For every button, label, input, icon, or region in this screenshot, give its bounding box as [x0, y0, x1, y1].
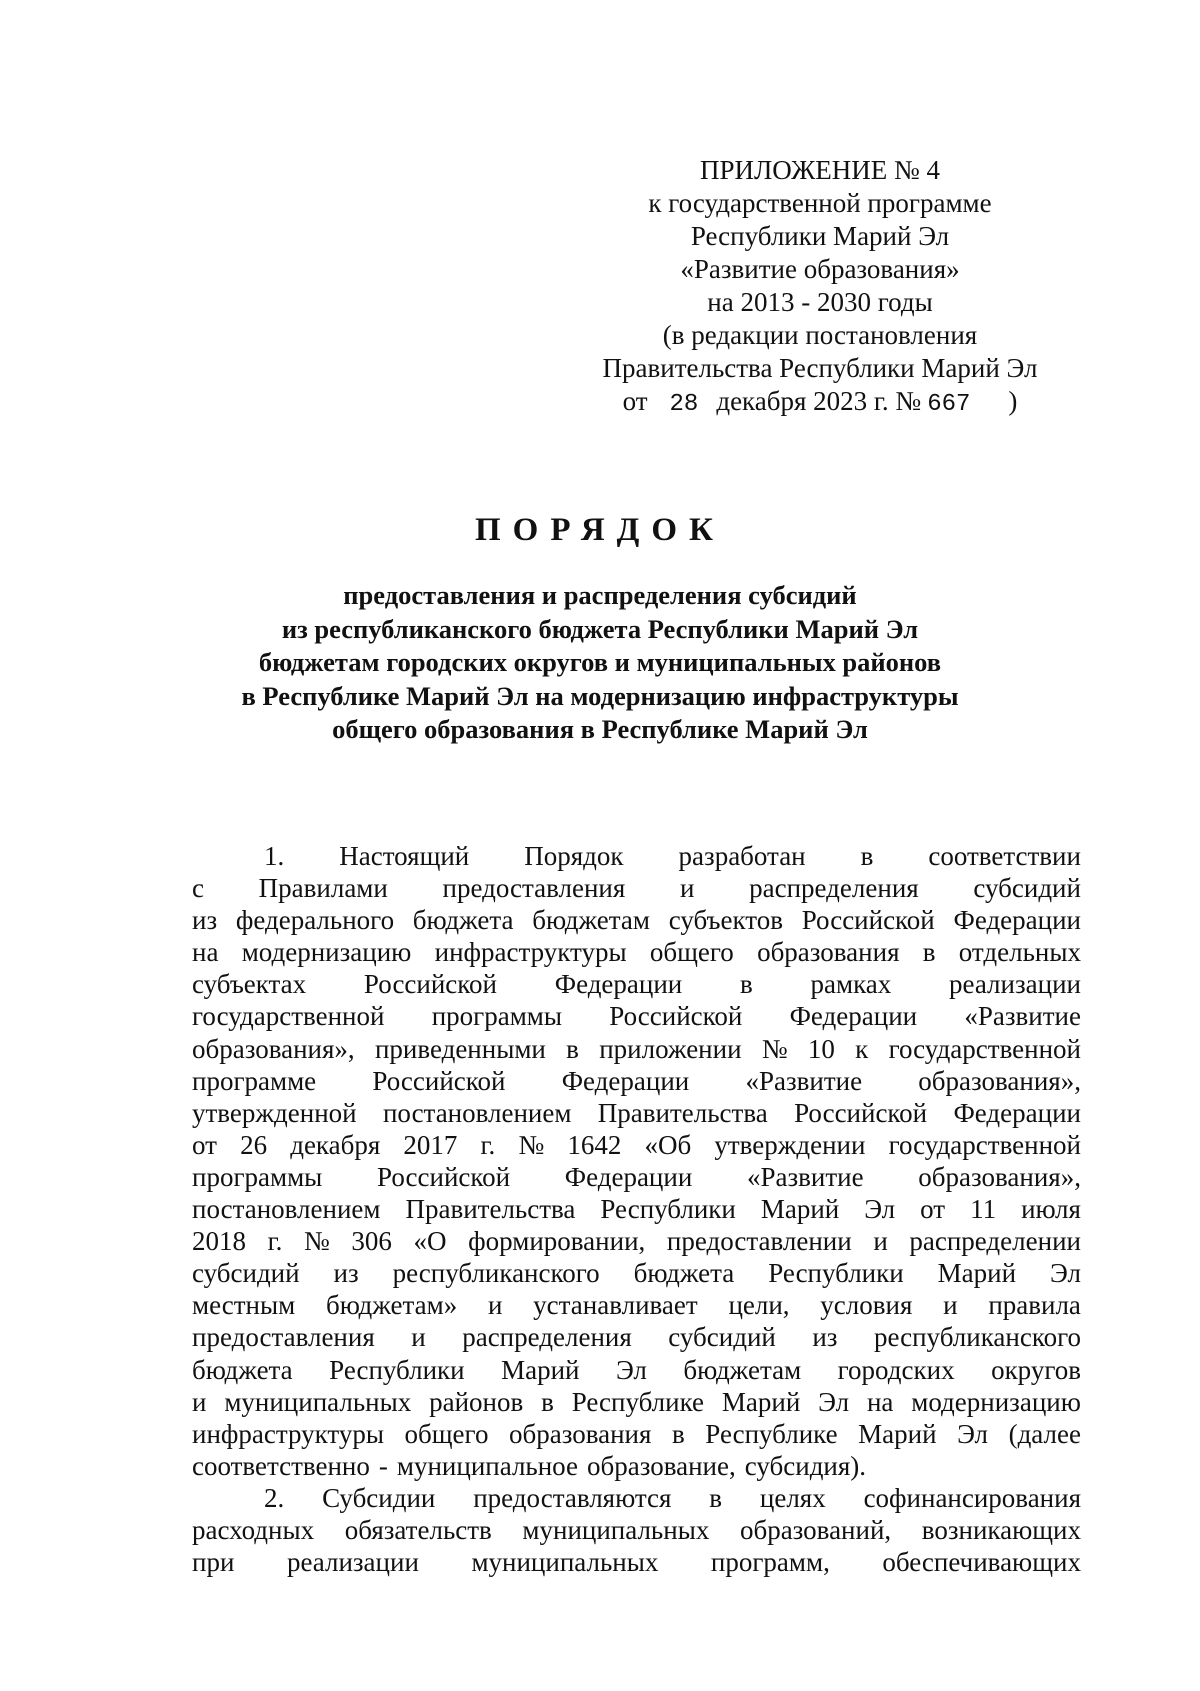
subtitle-line: из республиканского бюджета Республики Марий Эл [281, 613, 919, 644]
word: бюджетам [532, 905, 650, 936]
paragraph-line [192, 1386, 1081, 1418]
word: 2018 [192, 1226, 246, 1257]
word: округов [991, 1354, 1081, 1385]
word: в [709, 1482, 723, 1513]
attachment-edition: (в редакции постановления [662, 320, 978, 350]
paragraph-line [192, 1418, 1081, 1450]
subtitle-line: бюджетам городских округов и муниципальных районов [258, 647, 942, 677]
attachment-date-line [560, 385, 1080, 421]
word: Республики [600, 1194, 736, 1225]
word: общего [404, 1418, 489, 1449]
word: приложении [599, 1033, 742, 1064]
word: постановлением [192, 1194, 381, 1225]
word: предоставляются [473, 1482, 672, 1513]
word: государственной [888, 1129, 1081, 1160]
word: общего [649, 937, 734, 968]
word: от [192, 1129, 217, 1160]
paragraph-2 [192, 1482, 1081, 1578]
attachment-years: на 2013 - 2030 годы [707, 287, 933, 317]
resolution-number: 667 [927, 391, 971, 418]
word: обеспечивающих [882, 1547, 1081, 1578]
word: на [866, 1386, 894, 1417]
word: Марий [858, 1418, 937, 1449]
paragraph-line [192, 840, 1081, 872]
word: г. [480, 1129, 496, 1160]
word: июля [1021, 1194, 1081, 1225]
word: Федерации [953, 1097, 1081, 1128]
word: № [761, 1033, 788, 1064]
word: устанавливает [533, 1290, 698, 1321]
word: предоставлении [666, 1226, 852, 1257]
word: № [518, 1129, 545, 1160]
word: образования [757, 937, 900, 968]
word: субсидий [192, 1258, 300, 1289]
word: расходных [192, 1514, 315, 1545]
word: в [860, 841, 874, 871]
paragraph-line [192, 1033, 1081, 1065]
word: разработан [678, 841, 806, 871]
word: федерального [235, 905, 395, 936]
word: районов [429, 1386, 524, 1417]
word: 2. [264, 1482, 285, 1513]
word: постановлением [382, 1097, 572, 1128]
subtitle-line: общего образования в Республике Марий Эл [332, 714, 868, 744]
word: утверждении [714, 1129, 866, 1160]
attachment-program-name: «Развитие образования» [680, 254, 960, 284]
word: местным [192, 1290, 296, 1321]
paragraph-line [192, 1257, 1081, 1289]
word: на [192, 937, 219, 968]
word: модернизацию [241, 937, 412, 968]
word: в [566, 1033, 579, 1064]
word: государственной [192, 1001, 385, 1032]
word: реализации [286, 1547, 419, 1578]
word: Российской [801, 905, 935, 936]
paragraph-line [192, 904, 1081, 936]
word: субсидия). [744, 1450, 867, 1481]
word: Настоящий [339, 841, 470, 871]
word: соответственно [192, 1450, 370, 1481]
word: Правительства [597, 1097, 768, 1128]
word: Республики [768, 1258, 904, 1289]
word: субсидий [973, 873, 1081, 904]
word: Правительства [405, 1194, 576, 1225]
word: формировании, [468, 1226, 646, 1257]
date-prefix: от [622, 386, 648, 416]
word: распределения [462, 1322, 632, 1353]
word: 10 [807, 1033, 835, 1064]
word: 11 [970, 1194, 997, 1225]
word: муниципальных [224, 1386, 412, 1417]
word: Республике [571, 1386, 705, 1417]
word: 2017 [403, 1129, 458, 1160]
word: реализации [949, 969, 1081, 1000]
document-title: ПОРЯДОК [475, 512, 725, 548]
paragraph-line [192, 1193, 1081, 1225]
word: Порядок [524, 841, 624, 871]
date-suffix: ) [1008, 386, 1018, 416]
word: из [333, 1258, 359, 1289]
paragraph-line [192, 1450, 1081, 1482]
word: софинансирования [863, 1482, 1081, 1513]
word: бюджетам [683, 1354, 802, 1385]
word: с [192, 873, 204, 904]
word: приведенными [374, 1033, 546, 1064]
word: и [943, 1290, 958, 1321]
paragraph-line [192, 1225, 1081, 1257]
document-subtitle [160, 579, 1040, 747]
word: инфраструктуры [192, 1418, 384, 1449]
word: Эл [1050, 1258, 1081, 1289]
word: от [920, 1194, 946, 1225]
paragraph-line [192, 1482, 1081, 1514]
word: № [304, 1226, 330, 1257]
word: Эл [818, 1386, 850, 1417]
word: «Развитие [746, 1161, 864, 1192]
word: Эл [957, 1418, 989, 1449]
word: Российской [377, 1161, 511, 1192]
word: «Об [644, 1129, 692, 1160]
word: Российской [372, 1065, 506, 1096]
word: из [812, 1322, 838, 1353]
word: образования [509, 1418, 652, 1449]
word: Марий [501, 1354, 580, 1385]
word: субъектах [192, 969, 307, 1000]
word: образования», [192, 1033, 355, 1064]
subtitle-line: в Республике Марий Эл на модернизацию инфраструктуры [241, 680, 959, 711]
date-day: 28 [669, 391, 699, 418]
word: бюджета [412, 905, 514, 936]
word: программы [192, 1161, 323, 1192]
word: образований, [739, 1514, 892, 1545]
word: «Развитие [745, 1065, 863, 1096]
word: программы [431, 1001, 563, 1032]
word: Российской [609, 1001, 743, 1032]
word: Федерации [789, 1001, 918, 1032]
word: бюджета [192, 1354, 293, 1385]
word: Марий [760, 1194, 840, 1225]
paragraph-line [192, 936, 1081, 968]
word: Федерации [953, 905, 1081, 936]
paragraph-line [192, 1354, 1081, 1386]
word: Федерации [561, 1065, 690, 1096]
word: Российской [794, 1097, 928, 1128]
word: городских [837, 1354, 955, 1385]
word: условия [820, 1290, 913, 1321]
word: при [192, 1547, 235, 1578]
word: Марий [937, 1258, 1017, 1289]
word: предоставления [442, 873, 626, 904]
word: Субсидии [322, 1482, 436, 1513]
word: Республике [705, 1418, 838, 1449]
word: Российской [363, 969, 497, 1000]
word: программ, [710, 1547, 830, 1578]
word: целях [759, 1482, 826, 1513]
word: муниципальное [396, 1450, 578, 1481]
word: муниципальных [471, 1547, 659, 1578]
attachment-government: Правительства Республики Марий Эл [602, 353, 1038, 383]
word: 1642 [567, 1129, 622, 1160]
word: в [922, 937, 936, 968]
word: инфраструктуры [434, 937, 627, 968]
paragraph-line [192, 1546, 1081, 1578]
body-text [192, 840, 1081, 1578]
word: отдельных [958, 937, 1081, 968]
word: «Развитие [964, 1001, 1081, 1032]
subtitle-line: предоставления и распределения субсидий [343, 580, 857, 610]
paragraph-line [192, 1129, 1081, 1161]
word: Эл [615, 1354, 647, 1385]
word: г. [267, 1226, 283, 1257]
word: Федерации [554, 969, 683, 1000]
paragraph-line [192, 1161, 1081, 1193]
word: Марий [721, 1386, 801, 1417]
attachment-region: Республики Марий Эл [690, 221, 950, 251]
paragraph-line [192, 872, 1081, 904]
word: программе [192, 1065, 317, 1096]
word: образование, [587, 1450, 736, 1481]
word: (далее [1008, 1418, 1081, 1449]
word: в [740, 969, 753, 1000]
paragraph-line [192, 1065, 1081, 1097]
word: - [378, 1450, 388, 1481]
word: распределения [749, 873, 919, 904]
word: Республики [329, 1354, 465, 1385]
attachment-header [560, 154, 1080, 421]
word: Эл [864, 1194, 896, 1225]
word: предоставления [192, 1322, 375, 1353]
word: цели, [728, 1290, 790, 1321]
attachment-program-ref: к государственной программе [648, 188, 992, 218]
word: и [192, 1386, 207, 1417]
paragraph-line [192, 1514, 1081, 1546]
word: бюджета [633, 1258, 735, 1289]
word: и [411, 1322, 426, 1353]
word: «О [413, 1226, 447, 1257]
date-month-year: декабря 2023 г. № [716, 386, 922, 416]
paragraph-1 [192, 840, 1081, 1482]
word: возникающих [921, 1514, 1081, 1545]
word: правила [988, 1290, 1081, 1321]
word: модернизацию [911, 1386, 1081, 1417]
word: в [541, 1386, 554, 1417]
paragraph-line [192, 1289, 1081, 1321]
word: республиканского [873, 1322, 1081, 1353]
word: и [873, 1226, 888, 1257]
paragraph-line [192, 1097, 1081, 1129]
word: субсидий [668, 1322, 776, 1353]
word: Правилами [258, 873, 388, 904]
word: республиканского [392, 1258, 600, 1289]
paragraph-line [192, 1321, 1081, 1353]
word: и [487, 1290, 503, 1321]
word: рамках [810, 969, 892, 1000]
word: и [680, 873, 695, 904]
word: 1. [264, 841, 285, 871]
word: Федерации [564, 1161, 693, 1192]
word: из [192, 905, 218, 936]
word: образования», [918, 1161, 1081, 1192]
paragraph-line [192, 968, 1081, 1000]
word: субъектов [668, 905, 783, 936]
word: утвержденной [192, 1097, 357, 1128]
word: обязательств [344, 1514, 492, 1545]
word: соответствии [928, 841, 1081, 871]
word: декабря [290, 1129, 381, 1160]
paragraph-line [192, 1000, 1081, 1032]
word: в [671, 1418, 685, 1449]
word: бюджетам» [325, 1290, 458, 1321]
word: образования», [918, 1065, 1081, 1096]
word: 26 [240, 1129, 268, 1160]
word: государственной [888, 1033, 1081, 1064]
word: распределении [909, 1226, 1081, 1257]
attachment-number: ПРИЛОЖЕНИЕ № 4 [699, 155, 941, 185]
word: муниципальных [522, 1514, 710, 1545]
word: 306 [351, 1226, 392, 1257]
word: к [855, 1033, 869, 1064]
